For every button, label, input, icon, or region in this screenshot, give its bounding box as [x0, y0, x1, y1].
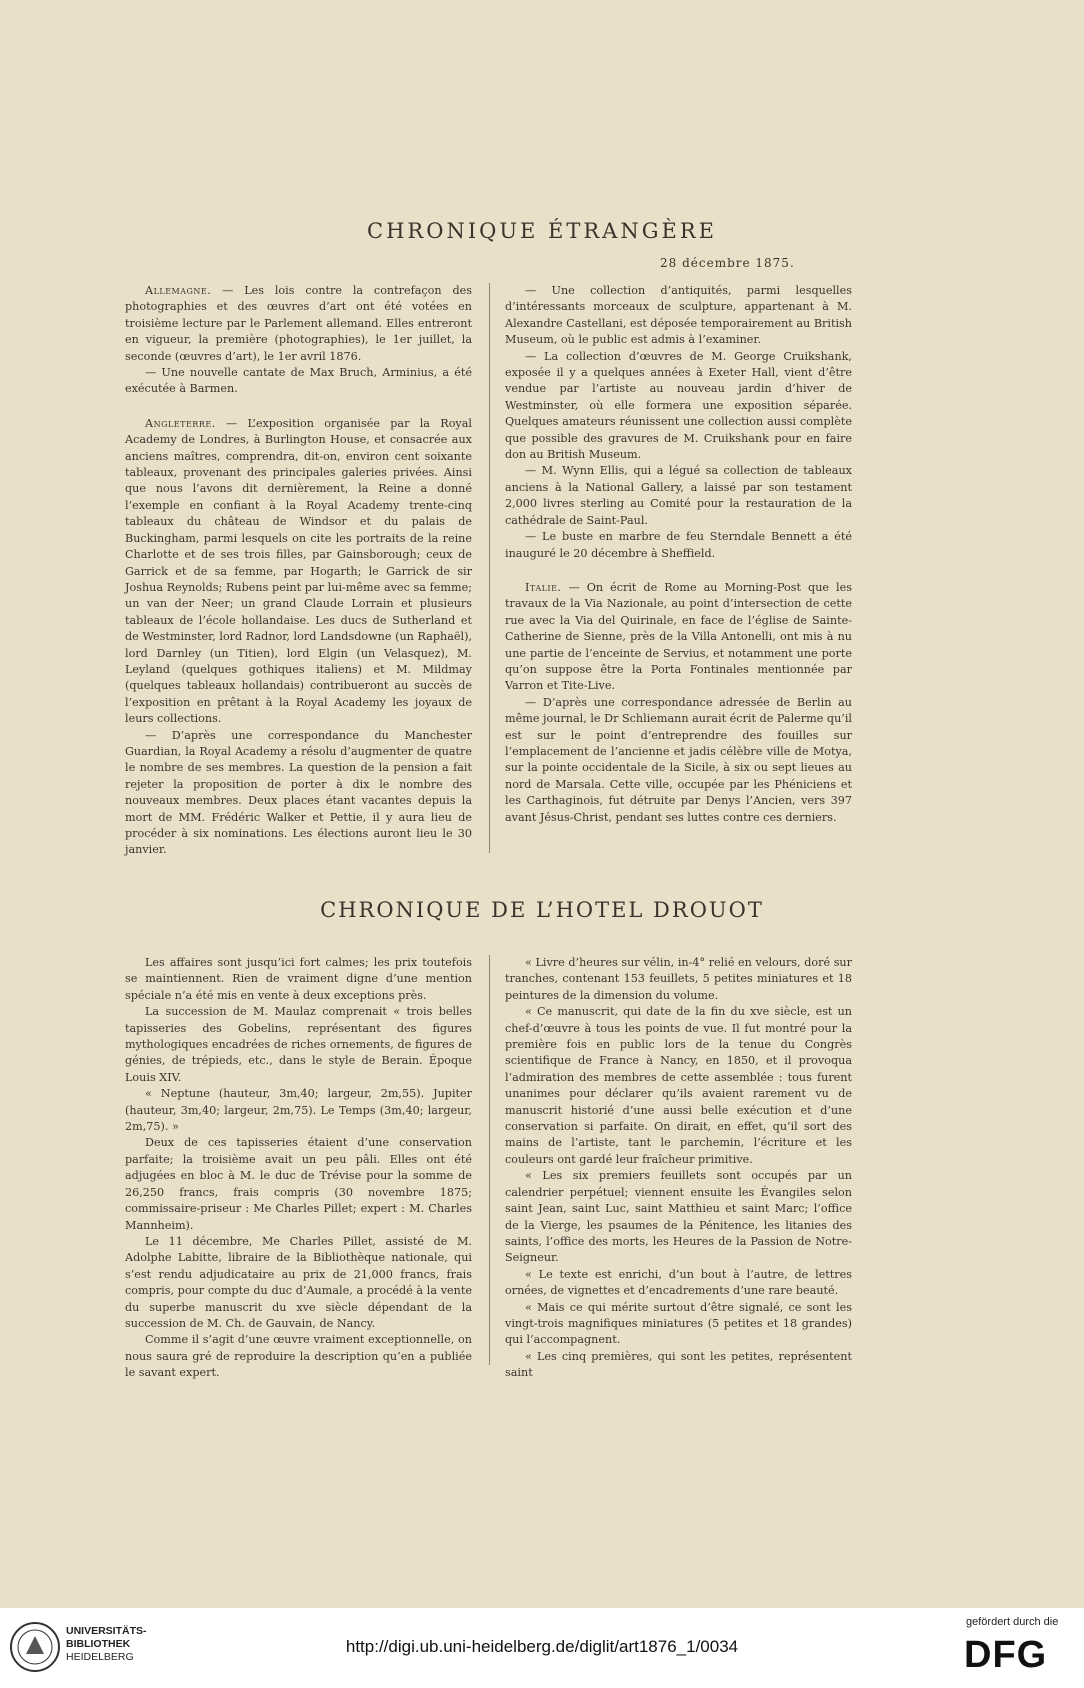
- drouot-left-column: [125, 955, 472, 1382]
- paragraph: — M. Wynn Ellis, qui a légué sa collection de tableaux anciens à la National Gallery, a laissé par son testament 2,000 livres sterling au Comité pour la restauration de la cathédrale de Saint-Paul.: [505, 464, 852, 527]
- paragraph: « Livre d’heures sur vélin, in-4° relié en velours, doré sur tranches, contenant 153 feuillets, 5 petites miniatures et 18 peintures de la dimension du volume.: [505, 956, 852, 1002]
- column-divider: [489, 283, 490, 853]
- paragraph: Comme il s’agit d’une œuvre vraiment exceptionnelle, on nous saura gré de reproduire la description qu’en a publiée le savant expert.: [125, 1333, 472, 1380]
- section-title-etrangere: CHRONIQUE ÉTRANGÈRE: [367, 219, 717, 243]
- paragraph: La succession de M. Maulaz comprenait « trois belles tapisseries des Gobelins, représentant des figures mythologiques encadrées de riches ornements, de figures de génies, de trépieds, etc., dans le style de Berain. Époque Louis XIV.: [125, 1005, 472, 1084]
- paragraph: Allemagne. — Les lois contre la contrefaçon des photographies et des œuvres d’art ont été votées en troisième lecture par le Parlement allemand. Elles entreront en vigueur, la première (photographies), le 1er juillet, la seconde (œuvres d’art), le 1er avril 1876.: [125, 284, 472, 363]
- etrangere-left-column: [125, 283, 472, 859]
- paragraph: — Une collection d’antiquités, parmi lesquelles d’intéressants morceaux de sculpture, appartenant à M. Alexandre Castellani, est déposée temporairement au British Museum, où le public est admis à l’examiner.: [505, 284, 852, 347]
- paragraph: — D’après une correspondance du Manchester Guardian, la Royal Academy a résolu d’augmenter de quatre le nombre de ses membres. La question de la pension a fait rejeter la proposition de porter à dix le nombre des nouveaux membres. Deux places étant vacantes depuis la mort de MM. Frédéric Walker et Pettie, il y aura lieu de procéder à six nominations. Les élections auront lieu le 30 janvier.: [125, 728, 472, 857]
- paragraph: « Ce manuscrit, qui date de la fin du xve siècle, est un chef-d’œuvre à tous les points de vue. Il fut montré pour la première fois en public lors de la tenue du Congrès scientifique de France à Nancy, en 1850, et il provoqua l’admiration des membres de cette assemblée : tous furent unanimes pour déclarer qu’ils avaient rarement vu de manuscrit historié d’une aussi belle exécution et d’une conservation si parfaite. On dirait, en effet, qu’il sort des mains de l’artiste, tant le parchemin, l’écriture et les couleurs ont gardé leur fraîcheur primitive.: [505, 1005, 852, 1166]
- drouot-right-column: [505, 955, 852, 1382]
- permalink[interactable]: http://digi.ub.uni-heidelberg.de/diglit/art1876_1/0034: [345, 1637, 739, 1656]
- issue-date: 28 décembre 1875.: [660, 256, 795, 270]
- paragraph: — La collection d’œuvres de M. George Cruikshank, exposée il y a quelques années à Exeter Hall, vient d’être vendue par l’artiste au nouveau jardin d’hiver de Westminster, où elle formera une exposition séparée. Quelques amateurs réunissent une collection aussi complète que possible des gravures de M. Cruikshank pour en faire don au British Museum.: [505, 349, 852, 462]
- column-divider: [489, 955, 490, 1365]
- paragraph: « Les cinq premières, qui sont les petites, représentent saint: [505, 1349, 852, 1380]
- section-title-drouot: CHRONIQUE DE L’HOTEL DROUOT: [320, 898, 764, 922]
- paragraph: — Le buste en marbre de feu Sterndale Bennett a été inauguré le 20 décembre à Sheffield.: [505, 530, 852, 560]
- funded-by-label: gefördert durch die: [966, 1616, 1059, 1628]
- paragraph: Deux de ces tapisseries étaient d’une conservation parfaite; la troisième avait un peu pâli. Elles ont été adjugées en bloc à M. le duc de Trévise pour la somme de 26,250 francs, frais compris (30 novembre 1875; commissaire-priseur : Me Charles Pillet; expert : M. Charles Mannheim).: [125, 1136, 472, 1232]
- paragraph: Angleterre. — L’exposition organisée par la Royal Academy de Londres, à Burlington House, et consacrée aux anciens maîtres, comprendra, dit-on, environ cent soixante tableaux, provenant des principales galeries privées. Ainsi que nous l’avons dit dernièrement, la Reine a donné l’exemple en confiant à la Royal Academy trente-cinq tableaux du château de Windsor et du palais de Buckingham, parmi lesquels on cite les portraits de la reine Charlotte et de ses trois filles, par Gainsborough; ceux de Garrick et de sa femme, par Hogarth; le Garrick de sir Joshua Reynolds; Rubens peint par lui-même avec sa femme; un van der Neer; un grand Claude Lorrain et plusieurs tableaux de l’école hollandaise. Les ducs de Sutherland et de Westminster, lord Radnor, lord Landsdowne (un Raphaël), lord Darnley (un Titien), lord Elgin (un Velasquez), M. Leyland (quelques gothiques italiens) et M. Mildmay (quelques tableaux hollandais) contribueront au succès de l’exposition en prêtant à la Royal Academy les joyaux de leurs collections.: [125, 416, 472, 726]
- dfg-logo: DFG: [964, 1634, 1048, 1676]
- paragraph: « Neptune (hauteur, 3m,40; largeur, 2m,55). Jupiter (hauteur, 3m,40; largeur, 2m,75). Le Temps (3m,40; largeur, 2m,75). »: [125, 1087, 472, 1134]
- paragraph: Le 11 décembre, Me Charles Pillet, assisté de M. Adolphe Labitte, libraire de la Bibliothèque nationale, qui s’est rendu adjudicataire au prix de 21,000 francs, frais compris, pour compte du duc d’Aumale, a procédé à la vente du superbe manuscrit du xve siècle dépendant de la succession de M. Ch. de Gauvain, de Nancy.: [125, 1234, 472, 1330]
- paragraph: Italie. — On écrit de Rome au Morning-Post que les travaux de la Via Nazionale, au point d’intersection de cette rue avec la Via del Quirinale, en face de l’église de Sainte-Catherine de Sienne, près de la Villa Antonelli, ont mis à nu une partie de l’enceinte de Servius, et notamment une porte qu’on suppose être la Porta Fontinales mentionnée par Varron et Tite-Live.: [505, 580, 852, 693]
- paragraph: — D’après une correspondance adressée de Berlin au même journal, le Dr Schliemann aurait écrit de Palerme qu’il est sur le point d’entreprendre des fouilles sur l’emplacement de l’ancienne et jadis célèbre ville de Motya, sur la pointe occidentale de la Sicile, à six ou sept lieues au nord de Marsala. Cette ville, occupée par les Phéniciens et les Carthaginois, fut détruite par Denys l’Ancien, vers 397 avant Jésus-Christ, pendant ses luttes contre ces derniers.: [505, 695, 852, 824]
- library-name: UNIVERSITÄTS- BIBLIOTHEK HEIDELBERG: [66, 1625, 147, 1663]
- paragraph: « Les six premiers feuillets sont occupés par un calendrier perpétuel; viennent ensuite les Évangiles selon saint Jean, saint Luc, saint Matthieu et saint Marc; l’office de la Vierge, les psaumes de la Pénitence, les litanies des saints, l’office des morts, les Heures de la Passion de Notre-Seigneur.: [505, 1169, 852, 1265]
- paragraph: Les affaires sont jusqu’ici fort calmes; les prix toutefois se maintiennent. Rien de vraiment digne d’une mention spéciale n’a été mis en vente à deux exceptions près.: [125, 956, 472, 1002]
- paragraph: « Le texte est enrichi, d’un bout à l’autre, de lettres ornées, de vignettes et d’encadrements d’une rare beauté.: [505, 1267, 852, 1298]
- etrangere-right-column: [505, 283, 852, 826]
- paragraph: « Mais ce qui mérite surtout d’être signalé, ce sont les vingt-trois magnifiques miniatures (5 petites et 18 grandes) qui l’accompagnent.: [505, 1300, 852, 1347]
- paragraph: — Une nouvelle cantate de Max Bruch, Arminius, a été exécutée à Barmen.: [125, 366, 472, 396]
